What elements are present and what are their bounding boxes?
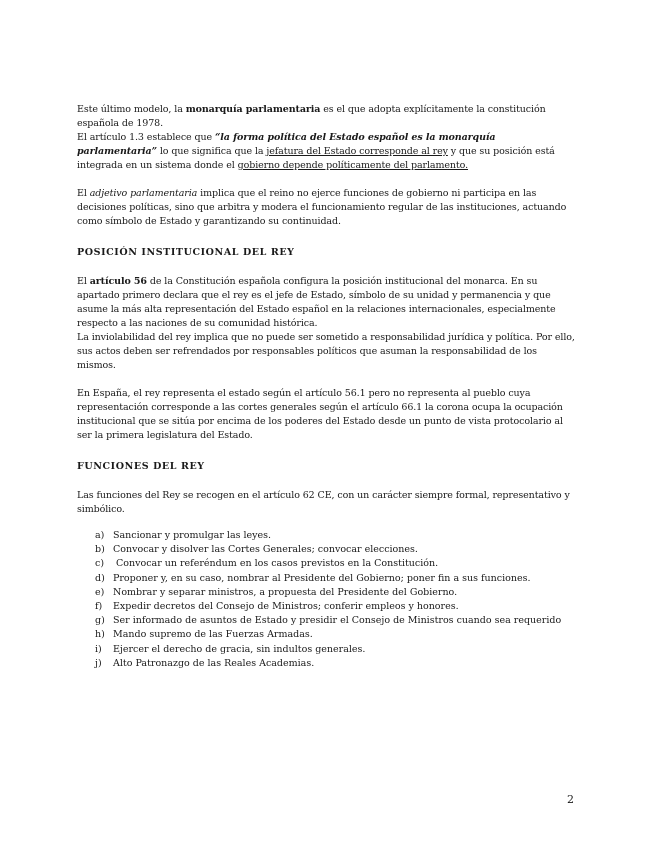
list-item-text: Nombrar y separar ministros, a propuesta del Presidente del Gobierno.	[113, 586, 458, 598]
list-marker: d)	[95, 572, 105, 584]
section-heading-posicion: POSICIÓN INSTITUCIONAL DEL REY	[77, 247, 295, 258]
list-marker: a)	[95, 530, 105, 541]
list-item	[77, 543, 577, 557]
list-marker: b)	[95, 544, 105, 556]
intro-paragraph-3	[77, 187, 577, 229]
list-item	[77, 557, 577, 571]
text-run: El	[77, 188, 90, 199]
list-item-text: Ser informado de asuntos de Estado y presidir el Consejo de Ministros cuando sea requerido	[113, 615, 562, 627]
list-item	[77, 572, 577, 586]
document-body	[77, 103, 577, 671]
section-heading-funciones: FUNCIONES DEL REY	[77, 461, 205, 472]
list-item-text: Alto Patronazgo de las Reales Academias.	[113, 657, 315, 669]
section1-paragraph-3: En España, el rey representa el estado según el artículo 56.1 pero no representa al pueblo cuya representación corresponde a las cortes generales según el artículo 66.1 la corona ocupa la ocupación institucional que se sitúa por encima de los poderes del Estado desde un punto de vista protocolario al ser la primera legislatura del Estado.	[77, 388, 563, 441]
list-marker: e)	[95, 586, 105, 598]
page-number: 2	[567, 793, 574, 806]
list-item	[77, 657, 577, 671]
functions-list	[77, 529, 577, 671]
text-run: Este último modelo, la	[77, 104, 186, 115]
list-item-text: Convocar un referéndum en los casos previstos en la Constitución.	[113, 558, 439, 570]
list-item	[77, 628, 577, 642]
text-run: es el que adopta explícitamente la constitución española de 1978.	[77, 104, 546, 129]
list-marker: j)	[95, 657, 102, 669]
list-item	[77, 529, 577, 543]
list-item-text: Expedir decretos del Consejo de Ministros; conferir empleos y honores.	[113, 601, 459, 613]
list-marker: h)	[95, 629, 105, 641]
list-item-text: Mando supremo de las Fuerzas Armadas.	[113, 629, 313, 641]
bold-term: artículo 56	[89, 276, 147, 287]
text-run: El artículo 1.3 establece que	[77, 132, 215, 143]
italic-term: adjetivo parlamentaria	[89, 188, 198, 199]
list-marker: f)	[95, 601, 103, 613]
list-item-text: Ejercer el derecho de gracia, sin indultos generales.	[113, 643, 366, 655]
text-run: El	[77, 276, 90, 287]
list-item-text: Convocar y disolver las Cortes Generales; convocar elecciones.	[113, 544, 418, 556]
intro-paragraph-1	[77, 103, 577, 131]
text-run: de la Constitución española configura la posición institucional del monarca. En su apartado primero declara que el rey es el jefe de Estado, símbolo de su unidad y permanencia y que asume la más alta representación del Estado español en la relaciones internacionales, especialmente respecto a las naciones de su comunidad histórica.	[77, 276, 556, 329]
list-marker: i)	[95, 643, 102, 655]
section1-paragraph-1	[77, 275, 577, 331]
list-item	[77, 614, 577, 628]
text-run: y que su posición está integrada en un sistema donde el	[77, 146, 555, 171]
list-marker: g)	[95, 615, 105, 627]
list-item	[77, 586, 577, 600]
text-run: lo que significa que la	[156, 146, 267, 157]
list-item	[77, 600, 577, 614]
list-item-text: Sancionar y promulgar las leyes.	[113, 530, 272, 541]
bold-term: monarquía parlamentaria	[185, 104, 321, 115]
quoted-article: “la forma política del Estado español es la monarquía parlamentaria”	[77, 132, 496, 157]
underlined-text: gobierno depende políticamente del parlamento.	[237, 160, 469, 171]
list-item-text: Proponer y, en su caso, nombrar al Presidente del Gobierno; poner fin a sus funciones.	[113, 572, 531, 584]
section1-paragraph-2: La inviolabilidad del rey implica que no puede ser sometido a responsabilidad jurídica y política. Por ello, sus actos deben ser refrendados por responsables políticos que asuman la responsabilidad de los mismos.	[77, 332, 575, 371]
list-marker: c)	[95, 558, 105, 570]
text-run: implica que el reino no ejerce funciones de gobierno ni participa en las decisiones políticas, sino que arbitra y modera el funcionamiento regular de las instituciones, actuando como símbolo de Estado y garantizando su continuidad.	[77, 188, 567, 227]
intro-paragraph-2	[77, 131, 577, 173]
list-item	[77, 643, 577, 657]
underlined-text: jefatura del Estado corresponde al rey	[266, 146, 448, 157]
section2-intro: Las funciones del Rey se recogen en el artículo 62 CE, con un carácter siempre formal, representativo y simbólico.	[77, 490, 570, 515]
